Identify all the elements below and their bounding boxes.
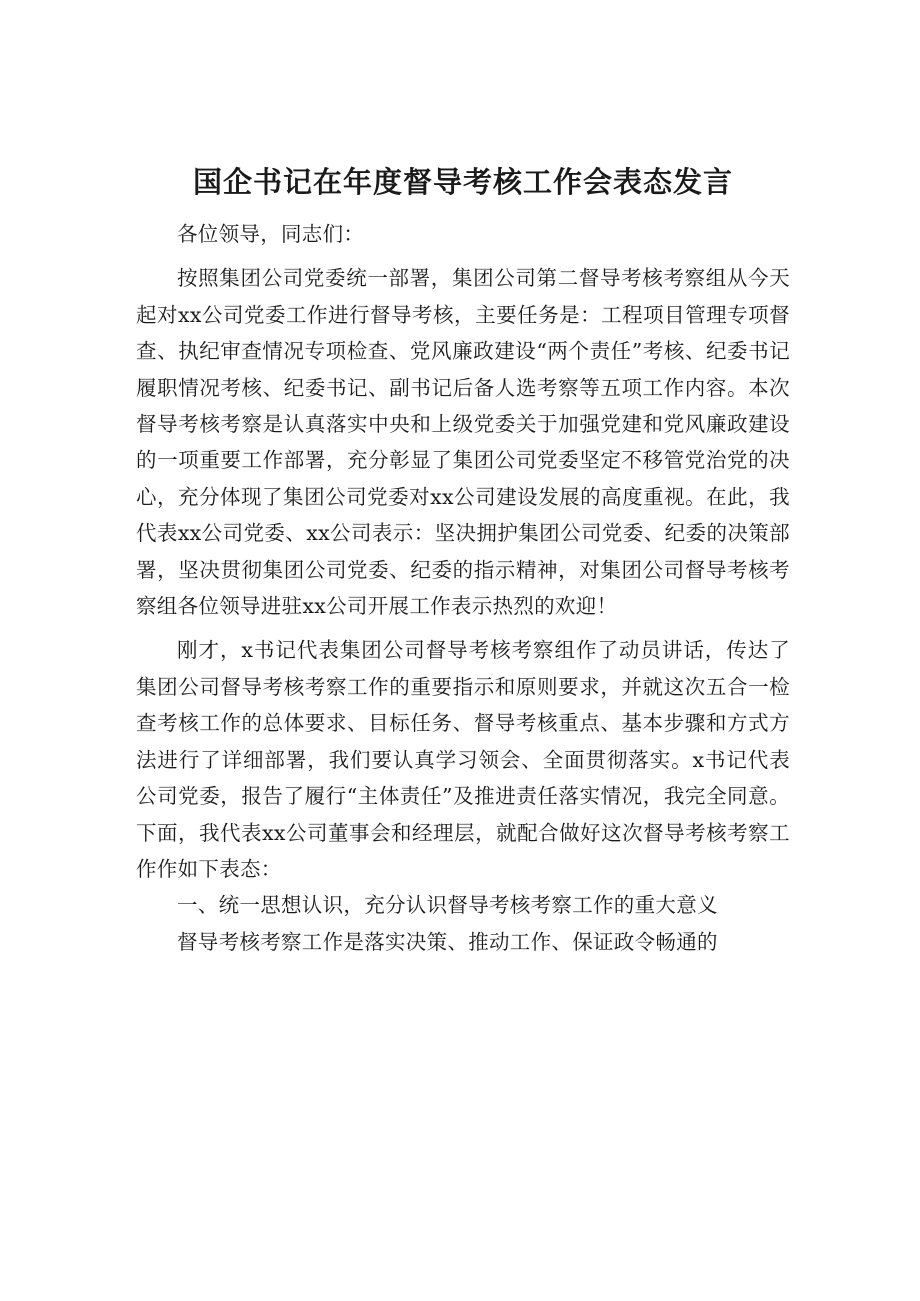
salutation: 各位领导，同志们： xyxy=(177,222,365,246)
section-heading-1: 一、统一思想认识，充分认识督导考核考察工作的重大意义 xyxy=(177,893,718,918)
document-title: 国企书记在年度督导考核工作会表态发言 xyxy=(192,165,733,199)
paragraph-2: 刚才，x书记代表集团公司督导考核考察组作了动员讲话，传达了集团公司督导考核考察工作的重要指示和原则要求，并就这次五合一检查考核工作的总体要求、目标任务、督导考核重点、基本步骤和方式方法进行了详细部署，我们要认真学习领会、全面贯彻落实。x书记代表公司党委，报告了履行“主体责任”及推进责任落实情况，我完全同意。下面，我代表xx公司董事会和经理层，就配合做好这次督导考核考察工作作如下表态： xyxy=(136,638,790,881)
document-page xyxy=(136,160,790,960)
paragraph-3: 督导考核考察工作是落实决策、推动工作、保证政令畅通的 xyxy=(177,929,718,954)
paragraph-1: 按照集团公司党委统一部署，集团公司第二督导考核考察组从今天起对xx公司党委工作进行督导考核，主要任务是：工程项目管理专项督查、执纪审查情况专项检查、党风廉政建设“两个责任”考核、纪委书记履职情况考核、纪委书记、副书记后备人选考察等五项工作内容。本次督导考核考察是认真落实中央和上级党委关于加强党建和党风廉政建设的一项重要工作部署，充分彰显了集团公司党委坚定不移管党治党的决心，充分体现了集团公司党委对xx公司建设发展的高度重视。在此，我代表xx公司党委、xx公司表示：坚决拥护集团公司党委、纪委的决策部署，坚决贯彻集团公司党委、纪委的指示精神，对集团公司督导考核考察组各位领导进驻xx公司开展工作表示热烈的欢迎！ xyxy=(136,266,790,619)
